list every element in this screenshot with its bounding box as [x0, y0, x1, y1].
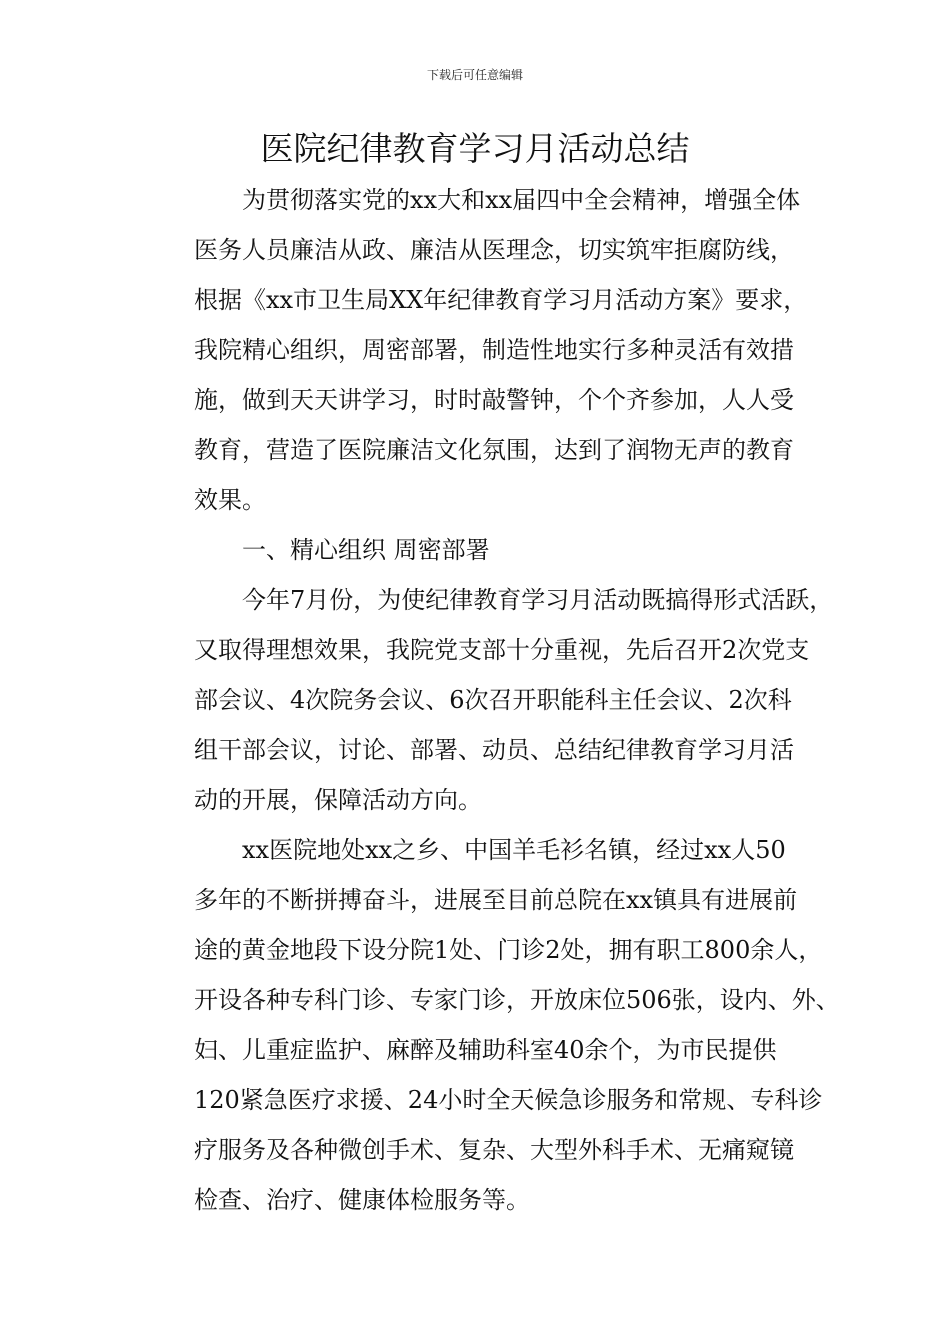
text-line: 今年7月份，为使纪律教育学习月活动既搞得形式活跃，	[242, 586, 834, 614]
paragraph-organization	[146, 575, 834, 825]
text-line: 动的开展，保障活动方向。	[194, 786, 482, 814]
text-line: 组干部会议，讨论、部署、动员、总结纪律教育学习月活	[194, 736, 794, 764]
text-line: 教育，营造了医院廉洁文化氛围，达到了润物无声的教育	[194, 436, 794, 464]
text-line: xx医院地处xx之乡、中国羊毛衫名镇，经过xx人50	[242, 836, 786, 864]
text-line: 检查、治疗、健康体检服务等。	[194, 1186, 530, 1214]
text-line: 妇、儿重症监护、麻醉及辅助科室40余个，为市民提供	[194, 1036, 777, 1064]
text-line: 效果。	[194, 486, 266, 514]
text-line: 为贯彻落实党的xx大和xx届四中全会精神，增强全体	[242, 186, 801, 214]
text-line: 多年的不断拼搏奋斗，进展至目前总院在xx镇具有进展前	[194, 886, 798, 914]
text-line: 施，做到天天讲学习，时时敲警钟，个个齐参加，人人受	[194, 386, 794, 414]
paragraph-hospital-profile	[146, 825, 840, 1225]
text-line: 部会议、4次院务会议、6次召开职能科主任会议、2次科	[194, 686, 792, 714]
text-line: 根据《xx市卫生局XX年纪律教育学习月活动方案》要求，	[194, 286, 808, 314]
text-line: 一、精心组织 周密部署	[242, 536, 490, 564]
paragraph-intro	[146, 175, 814, 525]
text-line: 开设各种专科门诊、专家门诊，开放床位506张，设内、外、	[194, 986, 840, 1014]
text-line: 医务人员廉洁从政、廉洁从医理念，切实筑牢拒腐防线，	[194, 236, 794, 264]
text-line: 疗服务及各种微创手术、复杂、大型外科手术、无痛窥镜	[194, 1136, 794, 1164]
text-line: 又取得理想效果，我院党支部十分重视，先后召开2次党支	[194, 636, 810, 664]
document-body	[146, 175, 840, 1225]
text-line: 120紧急医疗求援、24小时全天候急诊服务和常规、专科诊	[194, 1086, 823, 1114]
text-line: 我院精心组织，周密部署，制造性地实行多种灵活有效措	[194, 336, 794, 364]
text-line: 途的黄金地段下设分院1处、门诊2处，拥有职工800余人，	[194, 936, 823, 964]
section-heading	[146, 525, 814, 575]
header-note: 下载后可任意编辑	[426, 68, 523, 82]
document-title: 医院纪律教育学习月活动总结	[260, 129, 690, 168]
